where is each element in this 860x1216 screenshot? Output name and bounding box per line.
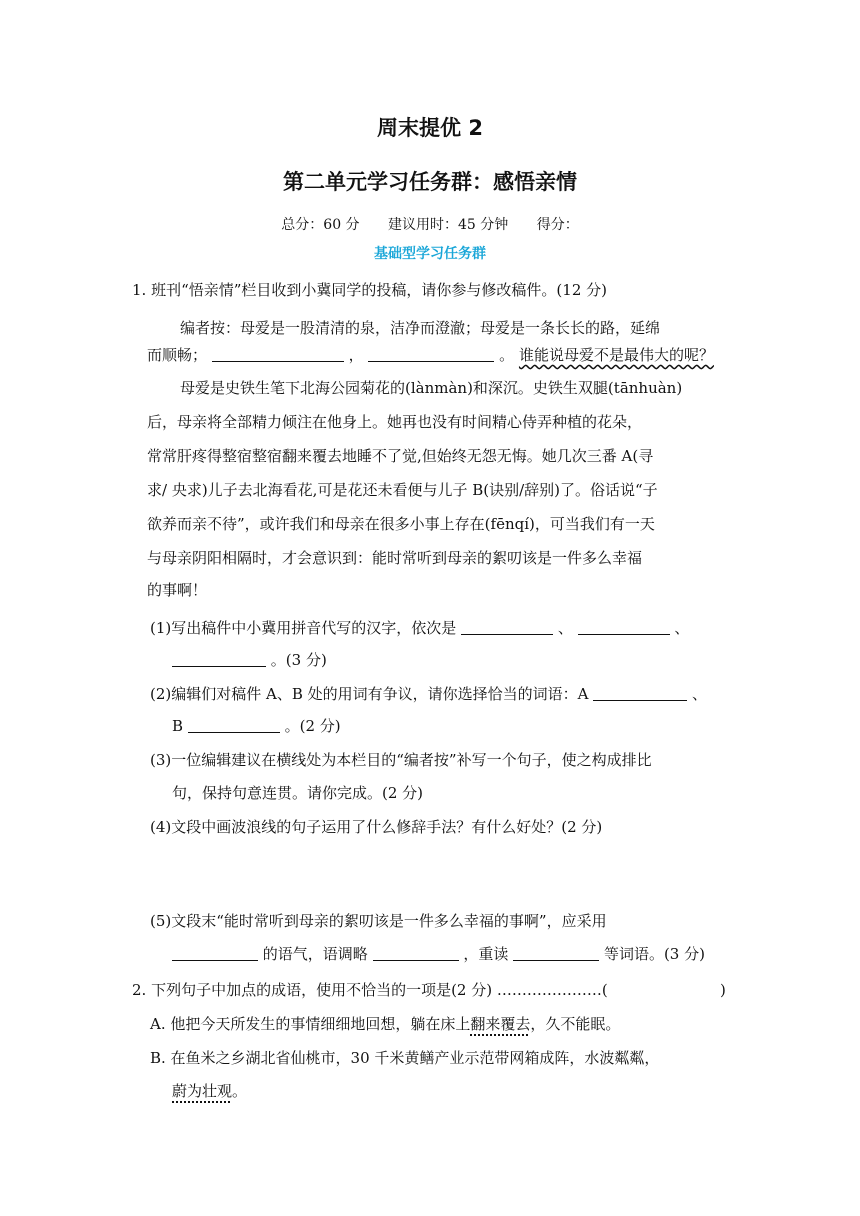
sub-question-text: B [172, 717, 184, 735]
answer-blank[interactable] [212, 345, 344, 362]
editor-note-line1: 编者按：母爱是一股清清的泉，洁净而澄澈；母爱是一条长长的路，延绵 [180, 319, 661, 337]
passage-line: 后，母亲将全部精力倾注在他身上。她再也没有时间精心侍弄种植的花朵， [147, 413, 643, 431]
option-b[interactable]: B. 在鱼米之乡湖北省仙桃市，30 千米黄鳝产业示范带网箱成阵，水波粼粼， [150, 1049, 660, 1067]
sub-question-1-cont [172, 650, 327, 670]
passage-line: 的事啊！ [147, 581, 208, 599]
sub-question-text: 。(2 分) [284, 717, 341, 735]
sub-question-text: 等词语。(3 分) [603, 945, 705, 963]
q2-stem: 2. 下列句子中加点的成语，使用不恰当的一项是(2 分) …………………( [132, 981, 608, 999]
separator: 、 [674, 619, 690, 637]
answer-blank[interactable] [513, 944, 599, 961]
sub-question-2-cont [172, 716, 341, 736]
total-score: 总分：60 分 [281, 217, 360, 233]
answer-paren-close: ) [720, 981, 726, 999]
answer-blank[interactable] [578, 618, 670, 635]
sub-question-text: 的语气，语调略 [262, 945, 368, 963]
editor-note-text-a: 而顺畅； [147, 346, 208, 364]
sub-question-1 [150, 618, 689, 638]
passage-line: 欲养而亲不待”，或许我们和母亲在很多小事上存在(fēnqí)，可当我们有一天 [147, 515, 655, 533]
answer-blank[interactable] [172, 944, 258, 961]
passage-line: 与母亲阴阳相隔时，才会意识到：能时常听到母亲的絮叨该是一件多么幸福 [147, 549, 643, 567]
answer-blank[interactable] [373, 944, 459, 961]
editor-note-line2 [147, 345, 714, 365]
sub-question-text: (2)编辑们对稿件 A、B 处的用词有争议，请你选择恰当的词语：A [150, 685, 589, 703]
sub-question-3: (3)一位编辑建议在横线处为本栏目的“编者按”补写一个句子，使之构成排比 [150, 751, 652, 769]
option-text: ，久不能眠。 [530, 1015, 621, 1033]
option-a[interactable] [150, 1014, 620, 1034]
section-heading: 基础型学习任务群 [374, 246, 486, 262]
q1-stem: 1. 班刊“悟亲情”栏目收到小冀同学的投稿，请你参与修改稿件。(12 分) [132, 281, 607, 299]
wavy-sentence: 谁能说母爱不是最伟大的呢？ [518, 346, 714, 364]
score-line [0, 214, 860, 234]
sub-question-5: (5)文段末“能时常听到母亲的絮叨该是一件多么幸福的事啊”，应采用 [150, 912, 607, 930]
separator: 、 [557, 619, 573, 637]
passage-line: 母爱是史铁生笔下北海公园菊花的(lànmàn)和深沉。史铁生双腿(tānhuàn) [180, 379, 683, 397]
answer-blank[interactable] [461, 618, 553, 635]
sub-question-2 [150, 684, 707, 704]
dotted-idiom: 蔚为壮观 [172, 1082, 233, 1100]
editor-note-comma: ， [348, 346, 364, 364]
suggested-time: 建议用时：45 分钟 [388, 217, 509, 233]
answer-blank[interactable] [188, 716, 280, 733]
answer-blank[interactable] [593, 684, 687, 701]
option-text: 。 [232, 1082, 248, 1100]
page-subtitle: 第二单元学习任务群：感悟亲情 [283, 170, 577, 194]
sub-question-text: 。(3 分) [270, 651, 327, 669]
answer-blank[interactable] [172, 650, 266, 667]
passage-line: 常常肝疼得整宿整宿翻来覆去地睡不了觉,但始终无怨无悔。她几次三番 A(寻 [147, 447, 654, 465]
passage-line: 求/ 央求)儿子去北海看花,可是花还未看便与儿子 B(诀别/辞别)了。俗话说“子 [147, 481, 658, 499]
sub-question-text: (1)写出稿件中小冀用拼音代写的汉字，依次是 [150, 619, 457, 637]
got-score: 得分： [536, 217, 579, 233]
sub-question-5-cont [172, 944, 705, 964]
separator: 、 [692, 685, 708, 703]
answer-blank[interactable] [368, 345, 494, 362]
dotted-idiom: 翻来覆去 [470, 1015, 531, 1033]
option-text: A. 他把今天所发生的事情细细地回想，躺在床上 [150, 1015, 471, 1033]
option-b-cont [172, 1081, 247, 1101]
sub-question-4: (4)文段中画波浪线的句子运用了什么修辞手法？有什么好处？(2 分) [150, 818, 603, 836]
sub-question-text: ，重读 [463, 945, 509, 963]
editor-note-period: 。 [499, 346, 515, 364]
sub-question-3-cont: 句，保持句意连贯。请你完成。(2 分) [172, 784, 424, 802]
page-title: 周末提优 2 [377, 116, 483, 140]
